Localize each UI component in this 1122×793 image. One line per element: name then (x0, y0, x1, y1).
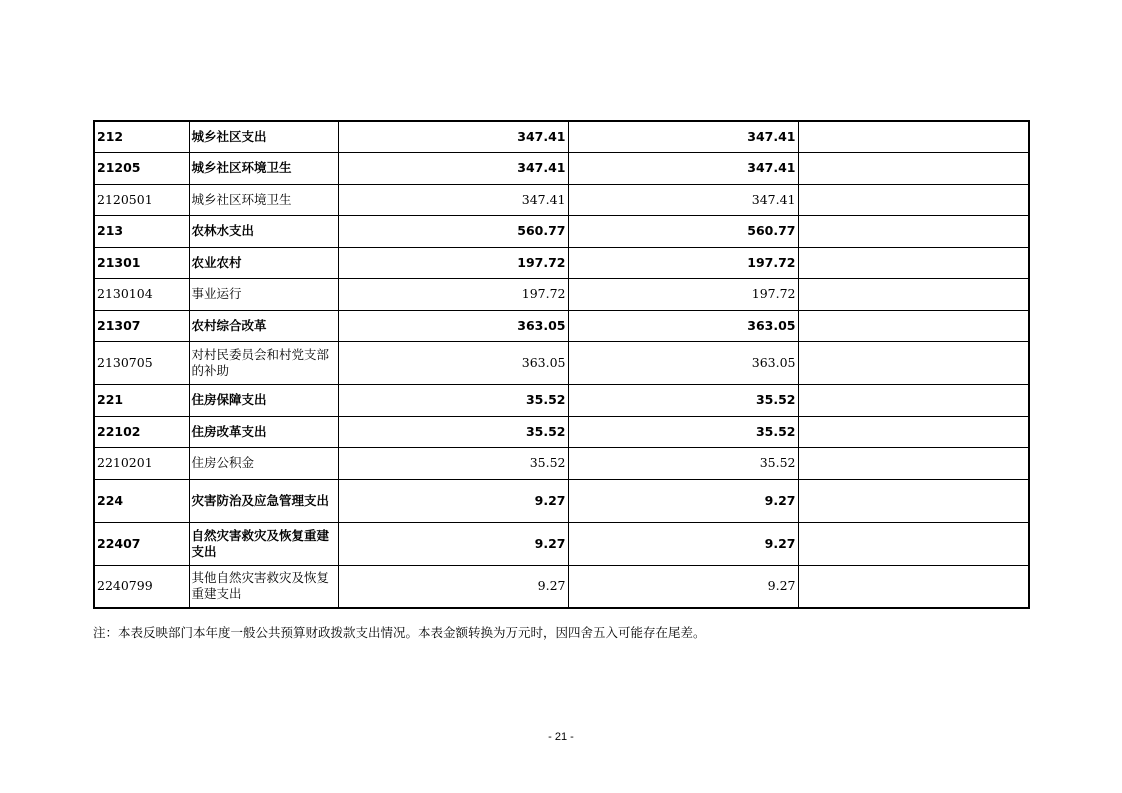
basic-amount-cell: 9.27 (568, 522, 798, 565)
name-cell: 其他自然灾害救灾及恢复重建支出 (189, 565, 338, 608)
name-cell: 城乡社区环境卫生 (189, 184, 338, 215)
name-cell: 自然灾害救灾及恢复重建支出 (189, 522, 338, 565)
table-row (94, 215, 1029, 247)
code-cell: 2210201 (94, 447, 189, 479)
code-cell: 21301 (94, 247, 189, 278)
total-amount-cell: 9.27 (338, 479, 568, 522)
project-amount-cell (798, 384, 1029, 416)
code-cell: 212 (94, 121, 189, 152)
table-row (94, 247, 1029, 278)
total-amount-cell: 363.05 (338, 341, 568, 384)
code-cell: 2130104 (94, 278, 189, 310)
table-body (94, 121, 1029, 608)
code-cell: 22407 (94, 522, 189, 565)
code-cell: 21307 (94, 310, 189, 341)
total-amount-cell: 197.72 (338, 278, 568, 310)
code-cell: 21205 (94, 152, 189, 184)
name-cell: 事业运行 (189, 278, 338, 310)
name-cell: 农业农村 (189, 247, 338, 278)
project-amount-cell (798, 184, 1029, 215)
total-amount-cell: 363.05 (338, 310, 568, 341)
project-amount-cell (798, 522, 1029, 565)
table-row (94, 384, 1029, 416)
table-row (94, 121, 1029, 152)
table-row (94, 479, 1029, 522)
total-amount-cell: 35.52 (338, 416, 568, 447)
table-row (94, 184, 1029, 215)
code-cell: 22102 (94, 416, 189, 447)
name-cell: 城乡社区支出 (189, 121, 338, 152)
basic-amount-cell: 197.72 (568, 247, 798, 278)
total-amount-cell: 35.52 (338, 447, 568, 479)
project-amount-cell (798, 121, 1029, 152)
budget-table (93, 120, 1030, 609)
total-amount-cell: 560.77 (338, 215, 568, 247)
total-amount-cell: 347.41 (338, 152, 568, 184)
name-cell: 灾害防治及应急管理支出 (189, 479, 338, 522)
basic-amount-cell: 35.52 (568, 447, 798, 479)
basic-amount-cell: 197.72 (568, 278, 798, 310)
table-row (94, 565, 1029, 608)
project-amount-cell (798, 479, 1029, 522)
basic-amount-cell: 347.41 (568, 152, 798, 184)
total-amount-cell: 347.41 (338, 121, 568, 152)
project-amount-cell (798, 341, 1029, 384)
project-amount-cell (798, 152, 1029, 184)
name-cell: 住房公积金 (189, 447, 338, 479)
project-amount-cell (798, 247, 1029, 278)
total-amount-cell: 197.72 (338, 247, 568, 278)
table-row (94, 416, 1029, 447)
project-amount-cell (798, 310, 1029, 341)
table-row (94, 341, 1029, 384)
total-amount-cell: 35.52 (338, 384, 568, 416)
basic-amount-cell: 347.41 (568, 121, 798, 152)
project-amount-cell (798, 565, 1029, 608)
total-amount-cell: 347.41 (338, 184, 568, 215)
page-number: - 21 - (548, 731, 574, 743)
basic-amount-cell: 347.41 (568, 184, 798, 215)
basic-amount-cell: 35.52 (568, 416, 798, 447)
basic-amount-cell: 35.52 (568, 384, 798, 416)
table-row (94, 278, 1029, 310)
project-amount-cell (798, 215, 1029, 247)
basic-amount-cell: 560.77 (568, 215, 798, 247)
table-row (94, 522, 1029, 565)
code-cell: 2120501 (94, 184, 189, 215)
code-cell: 2130705 (94, 341, 189, 384)
basic-amount-cell: 363.05 (568, 310, 798, 341)
basic-amount-cell: 9.27 (568, 565, 798, 608)
total-amount-cell: 9.27 (338, 565, 568, 608)
project-amount-cell (798, 416, 1029, 447)
code-cell: 221 (94, 384, 189, 416)
name-cell: 农村综合改革 (189, 310, 338, 341)
table-row (94, 152, 1029, 184)
project-amount-cell (798, 278, 1029, 310)
code-cell: 224 (94, 479, 189, 522)
basic-amount-cell: 9.27 (568, 479, 798, 522)
name-cell: 农林水支出 (189, 215, 338, 247)
basic-amount-cell: 363.05 (568, 341, 798, 384)
name-cell: 住房保障支出 (189, 384, 338, 416)
code-cell: 213 (94, 215, 189, 247)
table-row (94, 310, 1029, 341)
table-row (94, 447, 1029, 479)
total-amount-cell: 9.27 (338, 522, 568, 565)
project-amount-cell (798, 447, 1029, 479)
code-cell: 2240799 (94, 565, 189, 608)
name-cell: 城乡社区环境卫生 (189, 152, 338, 184)
name-cell: 住房改革支出 (189, 416, 338, 447)
table-note: 注：本表反映部门本年度一般公共预算财政拨款支出情况。本表金额转换为万元时，因四舍五入可能存在尾差。 (93, 625, 706, 640)
name-cell: 对村民委员会和村党支部的补助 (189, 341, 338, 384)
